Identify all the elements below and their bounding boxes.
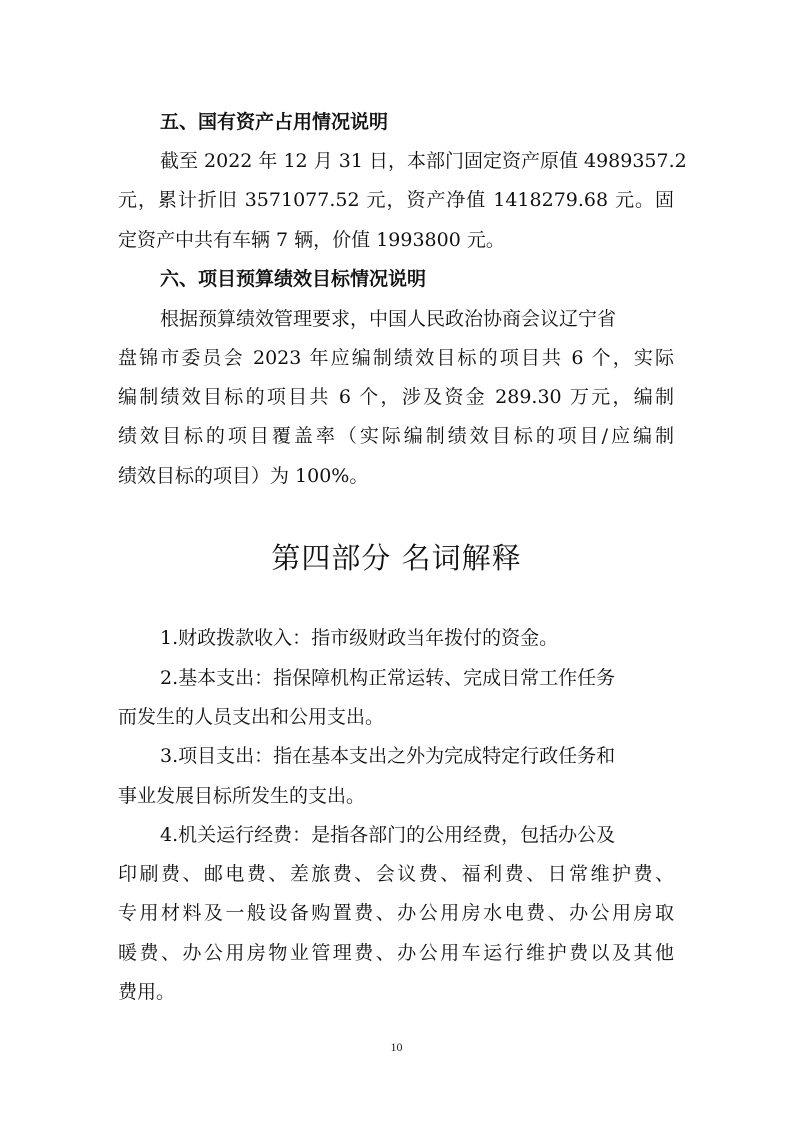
glossary-item-line: 3.项目支出：指在基本支出之外为完成特定行政任务和 (160, 745, 616, 767)
paragraph-line: 盘锦市委员会 2023 年应编制绩效目标的项目共 6 个，实际 (118, 347, 674, 369)
glossary-item-line: 专用材料及一般设备购置费、办公用房水电费、办公用房取 (118, 902, 674, 924)
paragraph-line: 元，累计折旧 3571077.52 元，资产净值 1418279.68 元。固 (118, 189, 674, 211)
glossary-item-line: 而发生的人员支出和公用支出。 (118, 706, 385, 728)
paragraph-line: 截至 2022 年 12 月 31 日，本部门固定资产原值 4989357.2 (160, 150, 687, 172)
paragraph-line: 绩效目标的项目覆盖率（实际编制绩效目标的项目/应编制 (118, 425, 674, 447)
glossary-item-line: 费用。 (118, 981, 176, 1003)
glossary-item-line: 4.机关运行经费：是指各部门的公用经费，包括办公及 (160, 824, 616, 846)
paragraph-line: 编制绩效目标的项目共 6 个，涉及资金 289.30 万元，编制 (118, 386, 674, 408)
paragraph-line: 根据预算绩效管理要求，中国人民政治协商会议辽宁省 (160, 308, 617, 330)
glossary-item-line: 事业发展目标所发生的支出。 (118, 785, 366, 807)
glossary-item-line: 2.基本支出：指保障机构正常运转、完成日常工作任务 (160, 667, 616, 689)
section-heading-state-assets: 五、国有资产占用情况说明 (160, 111, 389, 133)
part-title: 第四部分 名词解释 (271, 541, 522, 575)
glossary-item-line: 印刷费、邮电费、差旅费、会议费、福利费、日常维护费、 (118, 863, 674, 885)
glossary-item-line: 1.财政拨款收入：指市级财政当年拨付的资金。 (160, 627, 559, 649)
paragraph-line: 定资产中共有车辆 7 辆，价值 1993800 元。 (118, 229, 505, 251)
page-number: 10 (390, 1040, 403, 1054)
paragraph-line: 绩效目标的项目）为 100%。 (118, 465, 369, 487)
glossary-item-line: 暖费、办公用房物业管理费、办公用车运行维护费以及其他 (118, 942, 674, 964)
section-heading-performance-goals: 六、项目预算绩效目标情况说明 (160, 268, 427, 290)
